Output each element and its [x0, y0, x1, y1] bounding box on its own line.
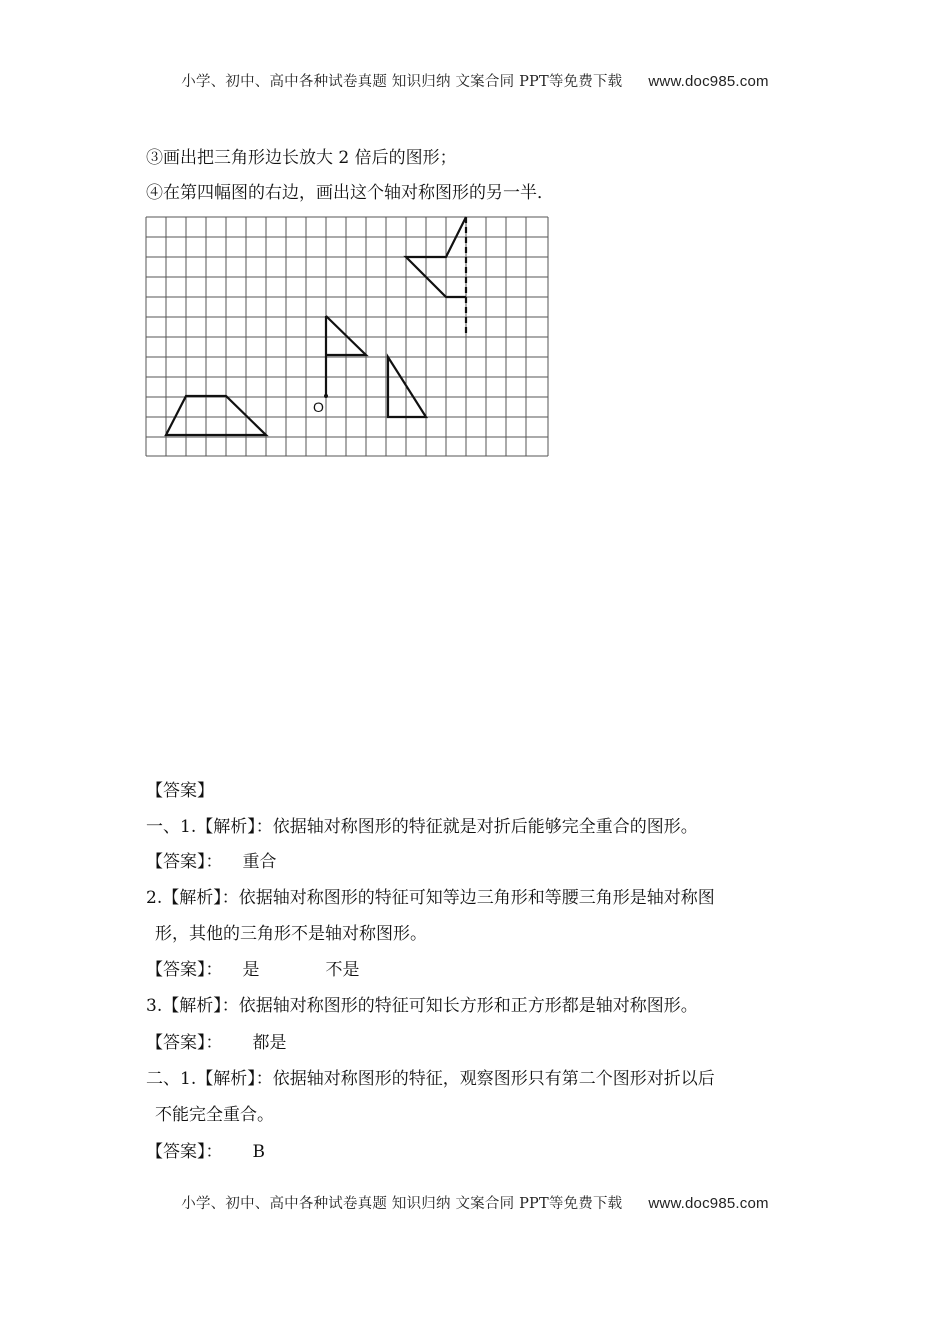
question-3: ③画出把三角形边长放大 2 倍后的图形；	[146, 148, 457, 168]
page-footer	[0, 1192, 950, 1213]
right-triangle-shape	[388, 357, 426, 417]
answer-1-2	[146, 958, 360, 982]
answer-1-1	[146, 850, 277, 874]
answer-1-3	[146, 1031, 287, 1055]
answer-value: 重合	[242, 852, 277, 872]
analysis-1-3: 3.【解析】：依据轴对称图形的特征可知长方形和正方形都是轴对称图形。	[146, 996, 698, 1016]
answer-label: 【答案】：	[146, 852, 223, 872]
analysis-1-1: 一、1.【解析】：依据轴对称图形的特征就是对折后能够完全重合的图形。	[146, 817, 698, 837]
origin-label: O	[313, 399, 324, 415]
origin-point	[324, 394, 328, 398]
grid-figure	[145, 216, 550, 458]
answer-label: 【答案】：	[146, 1033, 223, 1053]
question-4: ④在第四幅图的右边，画出这个轴对称图形的另一半．	[146, 183, 554, 203]
answer-2-1	[146, 1140, 265, 1164]
answers-title: 【答案】	[146, 781, 214, 801]
header-text: 小学、初中、高中各种试卷真题 知识归纳 文案合同 PPT等免费下载	[181, 74, 623, 90]
footer-text: 小学、初中、高中各种试卷真题 知识归纳 文案合同 PPT等免费下载	[181, 1196, 623, 1212]
page-header	[0, 70, 950, 91]
answer-value: 不是	[325, 960, 360, 980]
analysis-1-2-line2: 形，其他的三角形不是轴对称图形。	[155, 924, 427, 944]
footer-url[interactable]: www.doc985.com	[648, 1195, 769, 1212]
answer-label: 【答案】：	[146, 1142, 223, 1162]
analysis-1-2-line1: 2.【解析】：依据轴对称图形的特征可知等边三角形和等腰三角形是轴对称图	[146, 888, 715, 908]
header-url[interactable]: www.doc985.com	[648, 73, 769, 90]
answer-label: 【答案】：	[146, 960, 223, 980]
analysis-2-1-line2: 不能完全重合。	[155, 1105, 274, 1125]
answer-value: B	[252, 1142, 265, 1162]
analysis-2-1-line1: 二、1.【解析】：依据轴对称图形的特征，观察图形只有第二个图形对折以后	[146, 1069, 715, 1089]
answer-value: 是	[242, 960, 260, 980]
trapezoid-shape	[166, 396, 266, 435]
answer-value: 都是	[252, 1033, 287, 1053]
